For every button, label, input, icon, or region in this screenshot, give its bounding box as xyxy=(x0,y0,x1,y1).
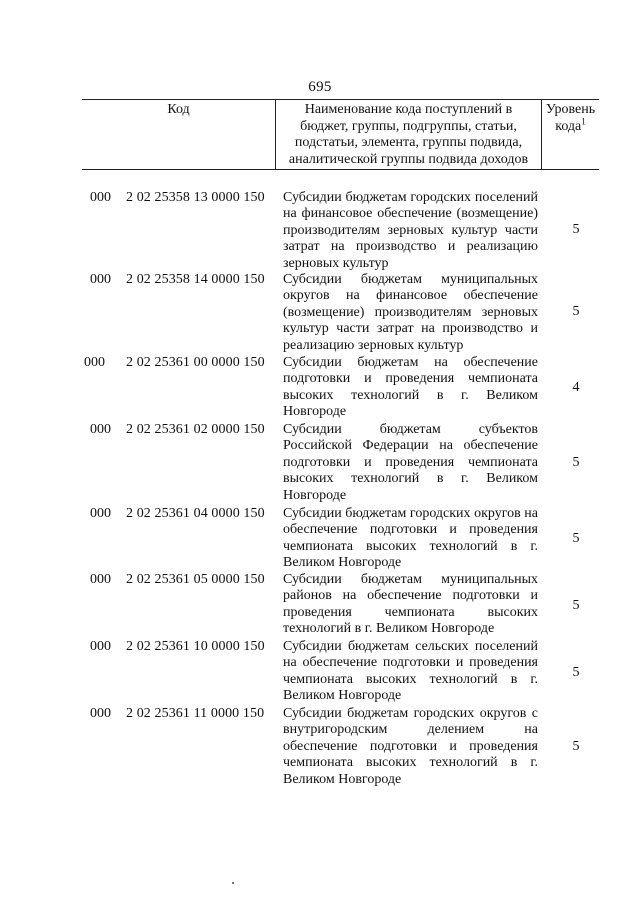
income-code: 2 02 25361 10 0000 150 xyxy=(126,639,265,654)
header-level-word: кода xyxy=(555,118,582,134)
header-code: Код xyxy=(167,102,190,117)
income-code: 2 02 25358 13 0000 150 xyxy=(126,190,265,205)
header-name-line: бюджет, группы, подгруппы, статьи, xyxy=(300,118,517,134)
admin-code: 000 xyxy=(90,272,111,287)
admin-code: 000 xyxy=(90,506,111,521)
code-level: 5 xyxy=(572,665,580,680)
income-name: Субсидии бюджетам городских поселений на финансовое обеспечение (возмещение) производителям зерновых культур части затрат на производство и реализацию зерновых культур xyxy=(283,190,538,271)
header-name-line: аналитической группы подвида доходов xyxy=(288,151,529,167)
header-level-line: Уровень xyxy=(545,102,596,117)
code-level: 5 xyxy=(572,455,580,470)
income-code: 2 02 25361 04 0000 150 xyxy=(126,506,265,521)
code-level: 5 xyxy=(572,222,580,237)
code-level: 5 xyxy=(572,739,580,754)
header-level xyxy=(542,100,599,169)
table-header xyxy=(82,99,599,170)
admin-code: 000 xyxy=(90,639,111,654)
income-name: Субсидии бюджетам на обеспечение подготовки и проведения чемпионата высоких технологий в г. Великом Новгороде xyxy=(283,355,538,420)
code-level: 5 xyxy=(572,531,580,546)
page-number: 695 xyxy=(308,79,332,95)
income-code: 2 02 25361 11 0000 150 xyxy=(126,706,265,721)
code-level: 4 xyxy=(572,380,580,395)
code-level: 5 xyxy=(572,598,580,613)
header-name-line: подстатьи, элемента, группы подвида, xyxy=(294,135,523,150)
income-name: Субсидии бюджетам городских округов на обеспечение подготовки и проведения чемпионата высоких технологий в г. Великом Новгороде xyxy=(283,506,538,571)
income-name: Субсидии бюджетам сельских поселений на обеспечение подготовки и проведения чемпионата высоких технологий в г. Великом Новгороде xyxy=(283,639,538,704)
admin-code: 000 xyxy=(84,355,105,370)
income-code: 2 02 25361 00 0000 150 xyxy=(126,355,265,370)
admin-code: 000 xyxy=(90,572,111,587)
income-code: 2 02 25358 14 0000 150 xyxy=(126,272,265,287)
admin-code: 000 xyxy=(90,422,111,437)
admin-code: 000 xyxy=(90,706,111,721)
income-code: 2 02 25361 05 0000 150 xyxy=(126,572,265,587)
footnote-marker: 1 xyxy=(581,115,586,126)
scan-speck xyxy=(232,882,234,884)
code-level: 5 xyxy=(572,304,580,319)
income-code: 2 02 25361 02 0000 150 xyxy=(126,422,265,437)
income-name: Субсидии бюджетам субъектов Российской Федерации на обеспечение подготовки и проведения чемпионата высоких технологий в г. Великом Новгороде xyxy=(283,422,538,503)
income-name: Субсидии бюджетам муниципальных районов на обеспечение подготовки и проведения чемпионата высоких технологий в г. Великом Новгороде xyxy=(283,572,538,637)
header-name-line: Наименование кода поступлений в xyxy=(304,102,513,117)
admin-code: 000 xyxy=(90,190,111,205)
header-name xyxy=(275,100,542,169)
header-level-line xyxy=(542,115,599,136)
income-name: Субсидии бюджетам городских округов с внутригородским делением на обеспечение подготовки и проведения чемпионата высоких технологий в г. Великом Новгороде xyxy=(283,706,538,787)
income-name: Субсидии бюджетам муниципальных округов на финансовое обеспечение (возмещение) производителям зерновых культур части затрат на производство и реализацию зерновых культур xyxy=(283,272,538,353)
